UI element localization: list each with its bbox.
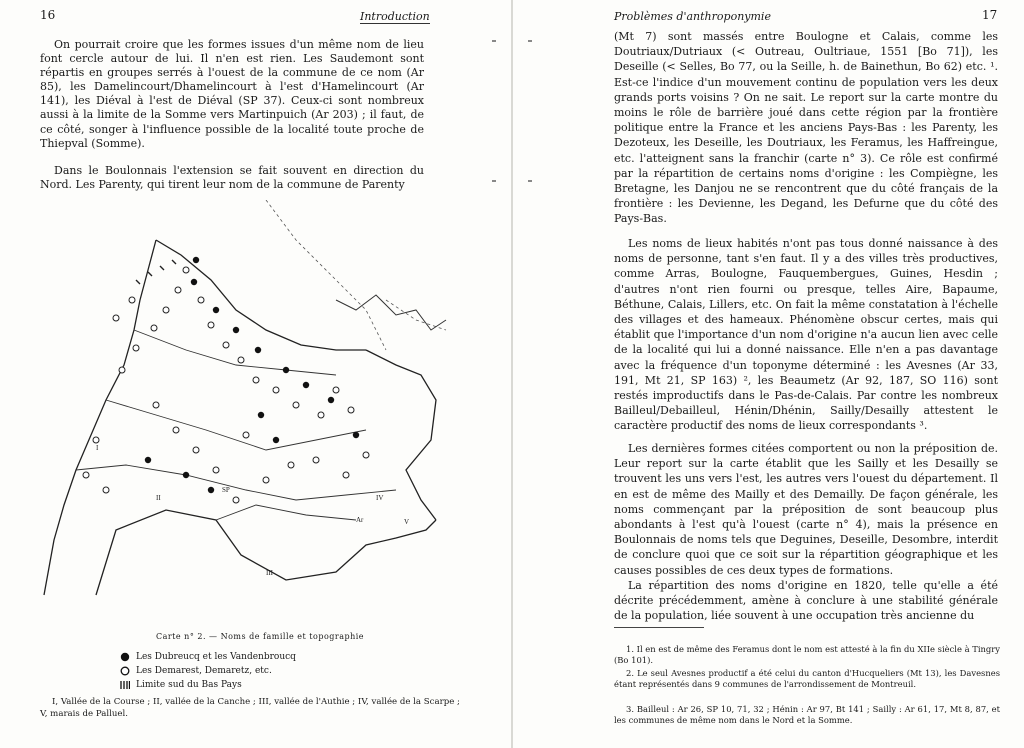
map-label-roman-5: V bbox=[404, 518, 410, 526]
map-hollow-marker bbox=[348, 407, 354, 413]
legend-row-hollow bbox=[120, 664, 272, 677]
map-valley-line bbox=[134, 330, 336, 375]
map-label-roman-2: II bbox=[156, 494, 161, 502]
legend-label-hollow: Les Demarest, Demaretz, etc. bbox=[136, 665, 272, 676]
map-hollow-marker bbox=[213, 467, 219, 473]
map-valley-line bbox=[76, 465, 396, 500]
scan-mark bbox=[492, 40, 496, 42]
map-hollow-marker bbox=[288, 462, 294, 468]
scan-mark bbox=[528, 180, 532, 182]
map-filled-marker bbox=[183, 472, 189, 478]
map-hollow-marker bbox=[193, 447, 199, 453]
map-filled-marker bbox=[258, 412, 264, 418]
legend-label-hatch: Limite sud du Bas Pays bbox=[136, 679, 242, 690]
map-caption-note: I, Vallée de la Course ; II, vallée de la Canche ; III, vallée de l'Authie ; IV, vallée de la Scarpe ; V, marais de Palluel. bbox=[40, 697, 460, 719]
map-filled-marker bbox=[328, 397, 334, 403]
map-hollow-marker bbox=[343, 472, 349, 478]
map-south-boundary bbox=[96, 510, 436, 595]
map-hollow-marker bbox=[151, 325, 157, 331]
map-hollow-marker bbox=[238, 357, 244, 363]
map-hollow-marker bbox=[119, 367, 125, 373]
right-page-number: 17 bbox=[982, 8, 998, 22]
map-filled-marker bbox=[208, 487, 214, 493]
map-hollow-marker bbox=[223, 342, 229, 348]
map-hollow-marker bbox=[83, 472, 89, 478]
scan-mark bbox=[492, 180, 496, 182]
legend-row-hatch bbox=[120, 678, 242, 691]
map-hollow-marker bbox=[175, 287, 181, 293]
legend-label-filled: Les Dubreucq et les Vandenbroucq bbox=[136, 651, 296, 662]
map-north-boundary bbox=[156, 240, 366, 350]
legend-hollow-circle-icon bbox=[120, 666, 130, 676]
book-gutter bbox=[511, 0, 513, 748]
map-hollow-marker bbox=[318, 412, 324, 418]
map-hollow-marker bbox=[233, 497, 239, 503]
left-paragraph-1: On pourrait croire que les formes issues d'un même nom de lieu font cercle autour de lui. Il n'en est rien. Les Saudemont sont répartis en groupes serrés à l'ouest de la commune de ce nom (Ar 85), les Damelincourt/Dhamelincourt à l'est d'Hamelincourt (Ar 141), les Diéval à l'est de Diéval (SP 37). Ceux-ci sont nombreux aussi à la limite de la Somme vers Martinpuich (Ar 203) ; il faut, de ce côté, songer à l'influence possible de la localité toute proche de Thiepval (Somme). bbox=[40, 38, 424, 150]
map-filled-marker bbox=[303, 382, 309, 388]
left-page bbox=[0, 0, 510, 748]
map-label-roman-3: III bbox=[266, 569, 273, 577]
legend-filled-circle-icon bbox=[120, 652, 130, 662]
map-valley-line bbox=[216, 505, 356, 520]
map-hollow-marker bbox=[363, 452, 369, 458]
map-hollow-marker bbox=[293, 402, 299, 408]
map-hollow-marker bbox=[153, 402, 159, 408]
map-filled-marker bbox=[255, 347, 261, 353]
left-running-head: Introduction bbox=[360, 10, 430, 23]
right-paragraph-1: (Mt 7) sont massés entre Boulogne et Calais, comme les Doutriaux/Dutriaux (< Outreau, Oultriaue, 1551 [Bo 71]), les Deseille (< Selles, Bo 77, ou la Seille, h. de Bainethun, Bo 62) etc. ¹. Est-ce l'indice d'un mouvement continu de population vers les deux grands ports voisins ? On ne sait. Le report sur la carte montre du moins le rôle de barrière joué dans cette région par la frontière politique entre la France et les anciens Pays-Bas : les Parenty, les Dezoteux, les Deseille, les Doutriaux, les Feramus, les Haffreingue, etc. l'atteignent sans la franchir (carte n° 3). Ce rôle est confirmé par la répartition de certains noms d'origine : les Compiègne, les Bretagne, les Danjou ne se rencontrent que du côté français de la frontière : les Devienne, les Degand, les Defurne que du côté des Pays-Bas. bbox=[614, 30, 998, 226]
map-hollow-marker bbox=[129, 297, 135, 303]
footnote-2: 2. Le seul Avesnes productif a été celui du canton d'Hucqueliers (Mt 13), les Davesnes étant représentés dans 9 communes de l'arrondissement de Montreuil. bbox=[614, 668, 1000, 689]
map-dashed-border bbox=[266, 200, 386, 350]
footnote-3: 3. Bailleul : Ar 26, SP 10, 71, 32 ; Hénin : Ar 97, Bt 141 ; Sailly : Ar 61, 17, Mt 8, 87, et les communes de même nom dans le Nord et la Somme. bbox=[614, 704, 1000, 725]
legend-hatch-icon bbox=[120, 680, 130, 690]
right-running-head: Problèmes d'anthroponymie bbox=[614, 10, 771, 23]
map-hollow-marker bbox=[93, 437, 99, 443]
map-hollow-marker bbox=[253, 377, 259, 383]
map-caption-title: Carte n° 2. — Noms de famille et topographie bbox=[155, 632, 365, 641]
map-hollow-marker bbox=[243, 432, 249, 438]
legend-row-filled bbox=[120, 650, 296, 663]
map-hollow-marker bbox=[333, 387, 339, 393]
left-page-number: 16 bbox=[40, 8, 56, 22]
map-hollow-marker bbox=[208, 322, 214, 328]
map-filled-marker bbox=[145, 457, 151, 463]
map-label-sp: SP bbox=[222, 486, 230, 494]
map-label-ar: Ar bbox=[356, 516, 364, 524]
scan-mark bbox=[528, 40, 532, 42]
map-hollow-marker bbox=[173, 427, 179, 433]
right-paragraph-2: Les noms de lieux habités n'ont pas tous donné naissance à des noms de personne, tant s'en faut. Il y a des villes très productives, comme Arras, Boulogne, Fauquembergues, Guines, Hesdin ; d'autres n'ont rien fourni ou presque, telles Aire, Bapaume, Béthune, Calais, Lillers, etc. On fait la même constatation à l'échelle des villages et des hameaux. Phénomène obscur certes, mais qui établit que l'importance d'un nom d'origine n'a aucun lien avec celle de la localité qui lui a donné naissance. Elle n'en a pas davantage avec la fréquence d'un toponyme déterminé : les Avesnes (Ar 33, 191, Mt 21, SP 163) ², les Beaumetz (Ar 92, 187, SO 116) sont restés improductifs dans le Pas-de-Calais. Par contre les nombreux Bailleul/Debailleul, Hénin/Dhénin, Sailly/Desailly attestent le caractère productif des noms de lieux correspondants ³. bbox=[614, 237, 998, 433]
map-hollow-marker bbox=[183, 267, 189, 273]
map-hollow-marker bbox=[263, 477, 269, 483]
map-hollow-marker bbox=[103, 487, 109, 493]
map-filled-marker bbox=[191, 279, 197, 285]
map-hollow-marker bbox=[163, 307, 169, 313]
map-filled-marker bbox=[283, 367, 289, 373]
map-hollow-marker bbox=[113, 315, 119, 321]
map-hollow-marker bbox=[198, 297, 204, 303]
map-hollow-marker bbox=[313, 457, 319, 463]
right-paragraph-4: La répartition des noms d'origine en 1820, telle qu'elle a été décrite précédemment, amène à conclure à une stabilité générale de la population, liée souvent à une occupation très ancienne du bbox=[614, 579, 998, 623]
footnote-rule bbox=[614, 627, 704, 628]
map-filled-marker bbox=[193, 257, 199, 263]
map-filled-marker bbox=[213, 307, 219, 313]
left-paragraph-2: Dans le Boulonnais l'extension se fait souvent en direction du Nord. Les Parenty, qui tirent leur nom de la commune de Parenty bbox=[40, 164, 424, 192]
map-hollow-marker bbox=[133, 345, 139, 351]
right-page bbox=[514, 0, 1024, 748]
map-carte-2 bbox=[36, 200, 460, 620]
right-paragraph-3: Les dernières formes citées comportent ou non la préposition de. Leur report sur la carte établit que les Sailly et les Desailly se trouvent les uns vers l'est, les autres vers l'ouest du département. Il en est de même des Mailly et des Demailly. De façon générale, les noms commençant par la préposition de sont beaucoup plus abondants à l'est qu'à l'ouest (carte n° 4), mais la présence en Boulonnais de noms tels que Deguines, Deseille, Desombre, interdit de conclure quoi que ce soit sur la répartition géographique et les causes possibles de ces deux types de formations. bbox=[614, 442, 998, 577]
map-filled-marker bbox=[233, 327, 239, 333]
map-label-roman-1: I bbox=[96, 444, 99, 452]
map-filled-marker bbox=[273, 437, 279, 443]
map-valley-line bbox=[106, 400, 366, 450]
footnote-1: 1. Il en est de même des Feramus dont le nom est attesté à la fin du XIIe siècle à Tingry (Bo 101). bbox=[614, 644, 1000, 665]
map-filled-marker bbox=[353, 432, 359, 438]
map-coastline bbox=[44, 240, 156, 595]
map-hatch bbox=[136, 260, 176, 284]
map-hollow-marker bbox=[273, 387, 279, 393]
map-label-roman-4: IV bbox=[376, 494, 384, 502]
